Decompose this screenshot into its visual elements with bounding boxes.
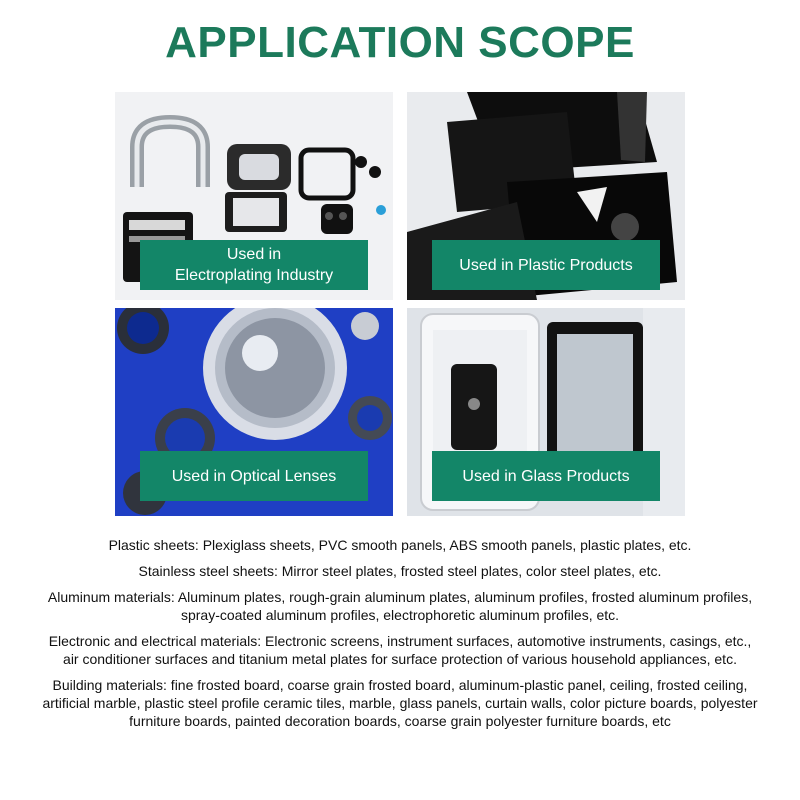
description-plastic-sheets: Plastic sheets: Plexiglass sheets, PVC smooth panels, ABS smooth panels, plastic plates, etc.: [108, 537, 692, 553]
description-aluminum: Aluminum materials: Aluminum plates, rough-grain aluminum plates, aluminum profiles, frosted aluminum profiles, spray-coated aluminum profiles, electrophoretic aluminum profiles, etc.: [47, 589, 753, 623]
description-building: Building materials: fine frosted board, coarse grain frosted board, aluminum-plastic panel, ceiling, frosted ceiling, artificial marble, plastic steel profile ceramic tiles, marble, glass panels, curtain walls, color picture boards, polyester furniture boards, painted decoration boards, coarse grain polyester furniture boards, etc: [42, 677, 758, 729]
tile-label: [140, 451, 368, 501]
tile-glass: [407, 308, 685, 516]
tile-optical: [115, 308, 393, 516]
tile-label: [432, 451, 660, 501]
tile-label-line1: Used in Optical Lenses: [171, 467, 337, 485]
tile-label-line1: Used in Plastic Products: [459, 256, 633, 274]
description-stainless-steel: Stainless steel sheets: Mirror steel plates, frosted steel plates, color steel plates, etc.: [138, 563, 662, 579]
description-list: [40, 536, 760, 738]
tile-electroplating: [115, 92, 393, 300]
page-title: APPLICATION SCOPE: [165, 18, 635, 67]
tile-plastic: [407, 92, 685, 300]
tile-label-line1: Used in: [226, 246, 282, 263]
description-electronic: Electronic and electrical materials: Electronic screens, instrument surfaces, automotive instruments, casings, etc., air conditioner surfaces and titanium metal plates for surface protection of various household appliances, etc.: [48, 633, 752, 667]
tile-label-line2: Electroplating Industry: [174, 267, 334, 284]
tile-label: [140, 240, 368, 290]
tile-label-line1: Used in Glass Products: [462, 467, 630, 485]
tile-label: [432, 240, 660, 290]
